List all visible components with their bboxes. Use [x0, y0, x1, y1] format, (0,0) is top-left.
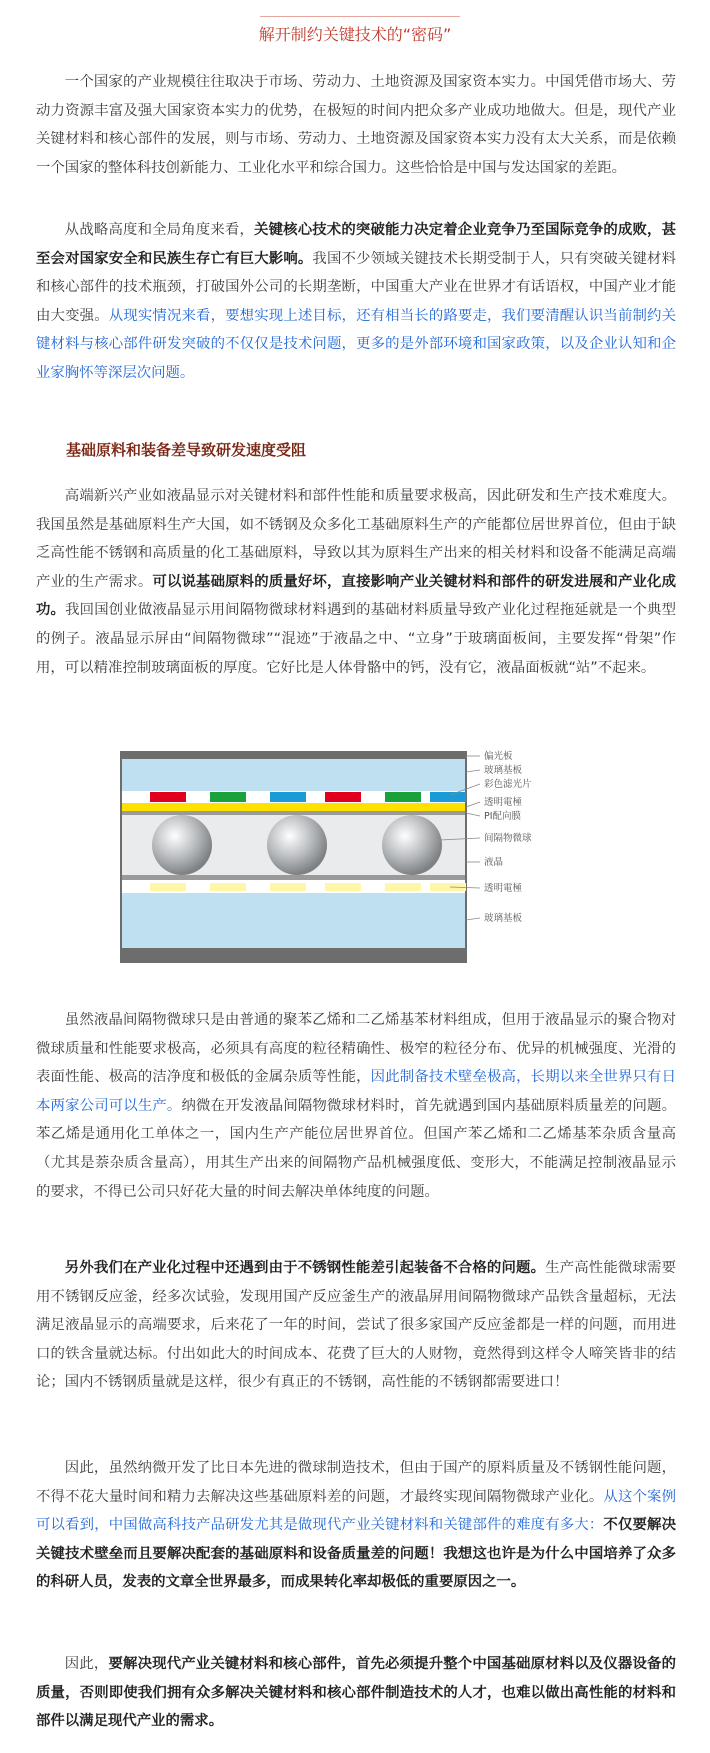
top-glass-layer [122, 759, 465, 791]
paragraph-2-text-c: 我国不少领域关键技术长期受制于人，只有突破关键材料和核心部件的技术瓶颈，打破国外公司的长期垄断，中国重大产业在世界才有话语权，中国产业才能由大变强。 [36, 250, 676, 324]
paragraph-5-text-b: 生产高性能微球需要用不锈钢反应釜，经多次试验，发现用国产反应釜生产的液晶屏用间隔物微球产品铁含量超标，无法满足液晶显示的高端要求，后来花了一年的时间，尝试了很多家国产反应釜都是一样的问题，而用进口的铁含量就达标。付出如此大的时间成本、花费了巨大的人财物，竟然得到这样令人啼笑皆非的结论；国内不锈钢质量就是这样，很少有真正的不锈钢，高性能的不锈钢都需要进口！ [36, 1260, 676, 1391]
pi-film-bottom [122, 875, 465, 880]
color-filter-blue [270, 792, 306, 802]
paragraph-3 [36, 482, 676, 682]
pi-film-top [122, 811, 465, 815]
paragraph-7-text-a: 因此， [64, 1656, 109, 1672]
paragraph-1 [36, 68, 676, 182]
electrode-pad [385, 883, 421, 891]
section-subheading: 基础原料和装备差导致研发速度受阻 [66, 441, 307, 459]
spacer-ball [152, 815, 212, 875]
paragraph-5 [36, 1254, 676, 1397]
polarizer-layer [122, 753, 465, 759]
paragraph-5-bold: 另外我们在产业化过程中还遇到由于不锈钢性能差引起装备不合格的问题。 [64, 1260, 546, 1276]
paragraph-4-highlight: 因此制备技术壁垒极高，长期以来全世界只有日本两家公司可以生产。 [36, 1069, 676, 1114]
label-color-filter: 彩色滤光片 [484, 779, 532, 790]
paragraph-6-highlight: 从这个案例可以看到，中国做高科技产品研发尤其是做现代产业关键材料和关键部件的难度有多大： [36, 1488, 676, 1534]
title-divider [260, 16, 460, 17]
paragraph-4-text-a: 虽然液晶间隔物微球只是由普通的聚苯乙烯和二乙烯基苯材料组成，但用于液晶显示的聚合物对微球质量和性能要求极高，必须具有高度的粒径精确性、极窄的粒径分布、优异的机械强度、光滑的表面性能、极高的洁净度和极低的金属杂质等性能， [36, 1012, 676, 1086]
article-title: 解开制约关键技术的“密码” [258, 25, 452, 44]
top-electrode-layer [122, 803, 465, 811]
paragraph-2 [36, 216, 676, 388]
color-filter-blue [430, 792, 466, 802]
color-filter-red [150, 792, 186, 802]
paragraph-1-text: 一个国家的产业规模往往取决于市场、劳动力、土地资源及国家资本实力。中国凭借市场大、劳动力资源丰富及强大国家资本实力的优势，在极短的时间内把众多产业成功地做大。但是，现代产业关键材料和核心部件的发展，则与市场、劳动力、土地资源及国家资本实力没有太大关系，而是依赖一个国家的整体科技创新能力、工业化水平和综合国力。这些恰恰是中国与发达国家的差距。 [36, 74, 676, 176]
electrode-pad [210, 883, 246, 891]
paragraph-7-bold: 要解决现代产业关键材料和核心部件，首先必须提升整个中国基础原材料以及仪器设备的质量，否则即使我们拥有众多解决关键材料和核心部件制造技术的人才，也难以做出高性能的材料和部件以满足现代产业的需求。 [36, 1656, 676, 1730]
bottom-glass-layer [122, 893, 465, 948]
color-filter-red [325, 792, 361, 802]
color-filter-green [210, 792, 246, 802]
label-electrode-bottom: 透明電極 [484, 883, 523, 894]
paragraph-2-highlight: 从现实情况来看，要想实现上述目标，还有相当长的路要走，我们要清醒认识当前制约关键材料与核心部件研发突破的不仅仅是技术问题，更多的是外部环境和国家政策，以及企业认知和企业家胸怀等深层次问题。 [36, 307, 676, 381]
spacer-ball [382, 815, 442, 875]
paragraph-2-bold: 关键核心技术的突破能力决定着企业竞争乃至国际竞争的成败，甚至会对国家安全和民族生存亡有巨大影响。 [36, 222, 676, 267]
paragraph-2-text-a: 从战略高度和全局角度来看， [64, 222, 255, 238]
label-pi-film: PI配向膜 [484, 811, 522, 822]
electrode-pad [150, 883, 186, 891]
paragraph-3-bold: 可以说基础原料的质量好坏，直接影响产业关键材料和部件的研发进展和产业化成功。 [36, 573, 676, 619]
paragraph-6-bold: 不仅要解决关键技术壁垒而且要解决配套的基础原料和设备质量差的问题！我想这也许是为什么中国培养了众多的科研人员，发表的文章全世界最多，而成果转化率却极低的重要原因之一。 [36, 1517, 676, 1591]
paragraph-6-text-a: 因此，虽然纳微开发了比日本先进的微球制造技术，但由于国产的原料质量及不锈钢性能问题，不得不花大量时间和精力去解决这些基础原料差的问题，才最终实现间隔物微球产业化。 [36, 1460, 676, 1505]
paragraph-6 [36, 1454, 676, 1597]
paragraph-3-text-c: 我回国创业做液晶显示用间隔物微球材料遇到的基础材料质量导致产业化过程拖延就是一个典型的例子。液晶显示屏由“间隔物微球”“混迹”于液晶之中、“立身”于玻璃面板间，主要发挥“骨架”作用，可以精准控制玻璃面板的厚度。它好比是人体骨骼中的钙，没有它，液晶面板就“站”不起来。 [36, 602, 676, 676]
electrode-pad [325, 883, 361, 891]
spacer-ball [267, 815, 327, 875]
paragraph-7 [36, 1650, 676, 1736]
label-liquid-crystal: 液晶 [484, 857, 504, 868]
lcd-structure-diagram [120, 750, 590, 966]
label-glass-bottom: 玻璃基板 [484, 913, 523, 924]
label-spacer: 间隔物微球 [484, 833, 532, 844]
bottom-polarizer-layer [122, 948, 465, 961]
paragraph-3-text-a: 高端新兴产业如液晶显示对关键材料和部件性能和质量要求极高，因此研发和生产技术难度大。我国虽然是基础原料生产大国，如不锈钢及众多化工基础原料生产的产能都位居世界首位，但由于缺乏高性能不锈钢和高质量的化工基础原料，导致以其为原料生产出来的相关材料和设备不能满足高端产业的生产需求。 [36, 488, 676, 590]
color-filter-green [385, 792, 421, 802]
label-glass-top: 玻璃基板 [484, 765, 523, 776]
electrode-pad [270, 883, 306, 891]
paragraph-4-text-c: 纳微在开发液晶间隔物微球材料时，首先就遇到国内基础原料质量差的问题。苯乙烯是通用化工单体之一，国内生产产能位居世界首位。但国产苯乙烯和二乙烯基苯杂质含量高（尤其是萘杂质含量高），用其生产出来的间隔物产品机械强度低、变形大，不能满足控制液晶显示的要求，不得已公司只好花大量的时间去解决单体纯度的问题。 [36, 1097, 676, 1200]
label-polarizer: 偏光板 [484, 751, 513, 762]
paragraph-4 [36, 1006, 676, 1206]
label-electrode-top: 透明電極 [484, 797, 523, 808]
